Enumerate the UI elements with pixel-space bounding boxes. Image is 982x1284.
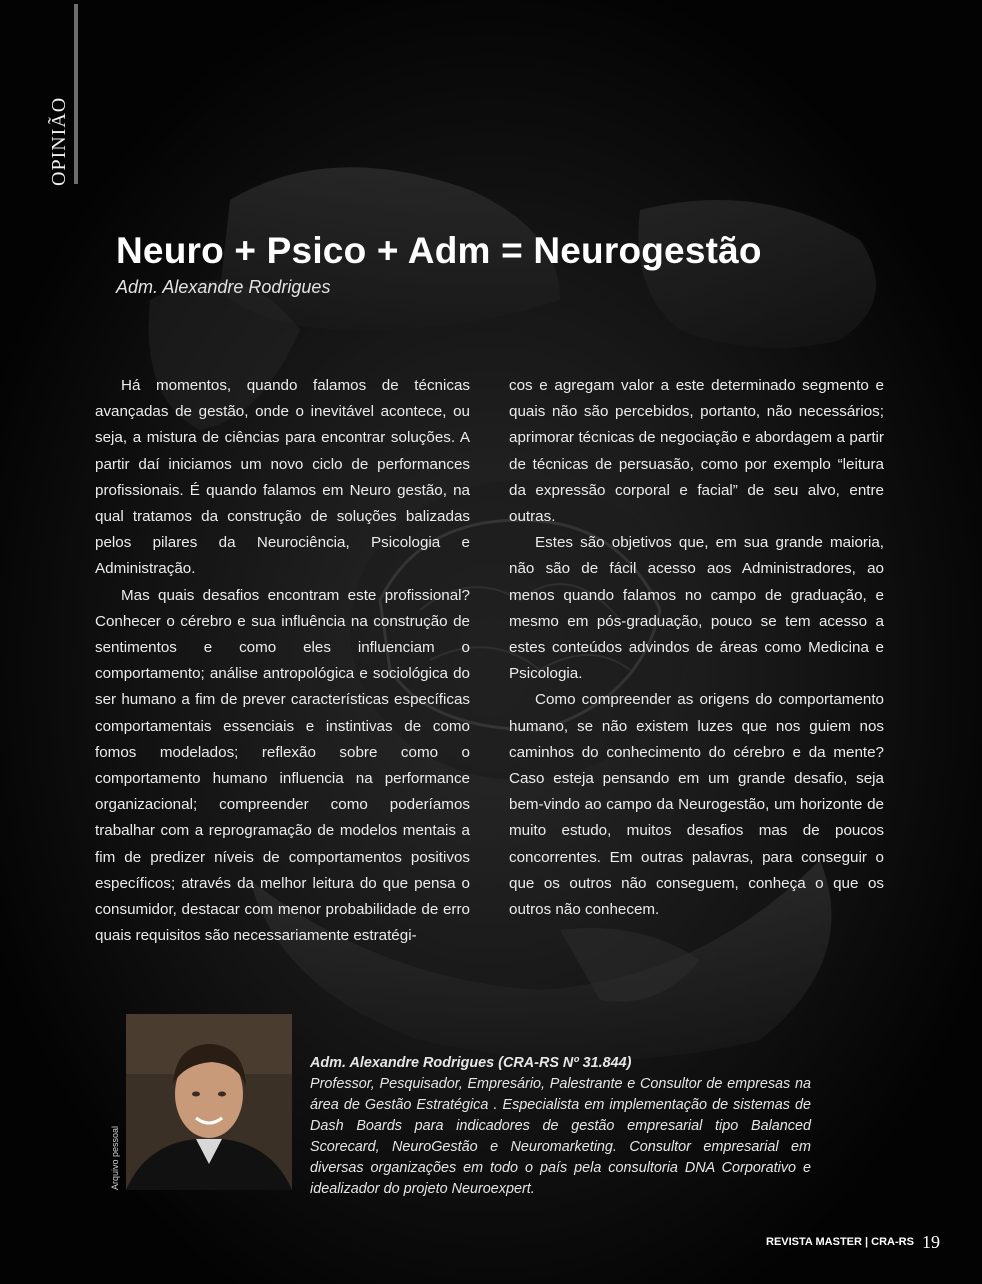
footer-magazine-name: REVISTA MASTER | CRA-RS <box>766 1236 914 1248</box>
article-paragraph: Há momentos, quando falamos de técnicas avançadas de gestão, onde o inevitável acontece, ou seja, a mistura de ciências para encontrar soluções. A partir daí iniciamos um novo ciclo de performances profissionais. É quando falamos em Neuro gestão, na qual tratamos da construção de soluções balizadas pelos pilares da Neurociência, Psicologia e Administração. <box>95 377 470 578</box>
section-bar <box>74 4 78 184</box>
author-name: Adm. Alexandre Rodrigues (CRA-RS Nº 31.844) <box>310 1055 632 1071</box>
author-photo <box>126 1014 292 1190</box>
page-number: 19 <box>922 1232 940 1252</box>
author-bio <box>310 1053 811 1200</box>
article-paragraph: Como compreender as origens do comportamento humano, se não existem luzes que nos guiem nos caminhos do conhecimento do cérebro e da mente? Caso esteja pensando em um grande desafio, seja bem-vindo ao campo da Neurogestão, um horizonte de muito estudo, muitos desafios mas de poucos concorrentes. Em outras palavras, para conseguir o que os outros não conseguem, conheça o que os outros não conhecem. <box>509 691 884 919</box>
section-label: OPINIÃO <box>48 96 70 186</box>
author-bio-text: Professor, Pesquisador, Empresário, Palestrante e Consultor de empresas na área de Gestão Estratégica . Especialista em implementação de sistemas de Dash Boards para indicadores de gestão empresarial tipo Balanced Scorecard, NeuroGestão e Neuromarketing. Consultor empresarial em diversas organizações em todo o país pela consultoria DNA Corporativo e idealizador do projeto Neuroexpert. <box>310 1076 811 1197</box>
photo-credit: Arquivo pessoal <box>110 1125 120 1190</box>
article-byline: Adm. Alexandre Rodrigues <box>116 277 331 297</box>
article-paragraph-continuation: cos e agregam valor a este determinado segmento e quais não são percebidos, portanto, não necessários; aprimorar técnicas de negociação e abordagem a partir de técnicas de persuasão, como por exemplo “leitura da expressão corporal e facial” de seu alvo, entre outras. <box>509 377 884 526</box>
article-column-right <box>509 373 884 923</box>
article-paragraph: Estes são objetivos que, em sua grande maioria, não são de fácil acesso aos Administradores, ao menos quando falamos no campo de graduação, e mesmo em pós-graduação, pouco se tem acesso a estes conteúdos advindos de áreas como Medicina e Psicologia. <box>509 534 884 683</box>
article-paragraph: Mas quais desafios encontram este profissional? Conhecer o cérebro e sua influência na construção de sentimentos e como eles influenciam o comportamento; análise antropológica e sociológica do ser humano a fim de prever características específicas comportamentais essenciais e instintivas de como fomos modelados; reflexão sobre como o comportamento humano influencia na performance organizacional; compreender como poderíamos trabalhar com a reprogramação de modelos mentais a fim de predizer níveis de comportamentos positivos específicos; através da melhor leitura do que pensa o consumidor, destacar com menor probabilidade de erro quais requisitos são necessariamente estratégi- <box>95 586 470 945</box>
article-column-left <box>95 373 470 949</box>
article-title: Neuro + Psico + Adm = Neurogestão <box>116 230 762 271</box>
